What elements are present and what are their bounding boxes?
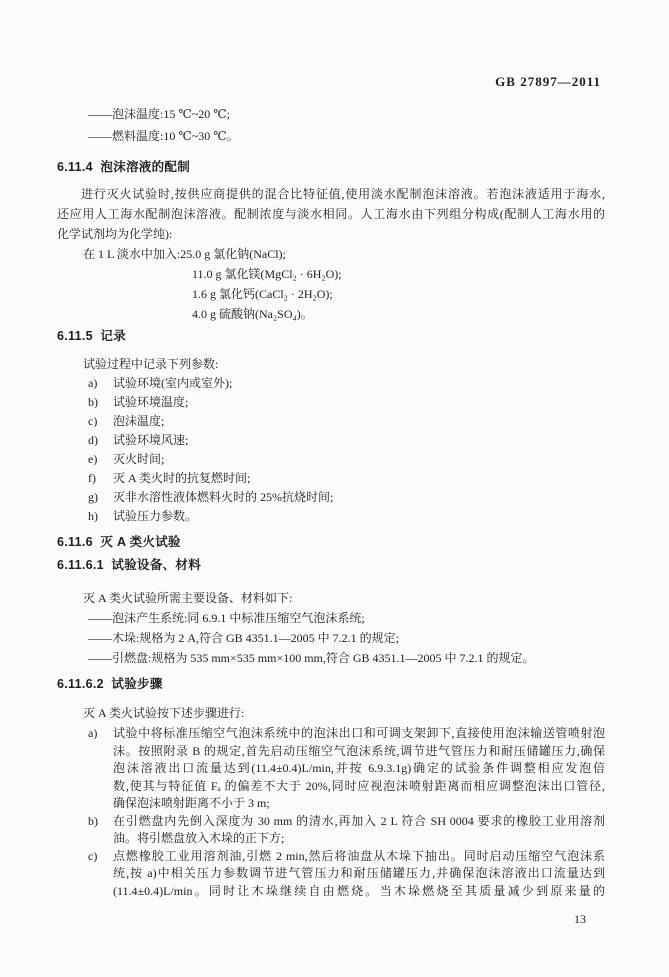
paragraph-line: 化学试剂均为化学纯):	[57, 227, 173, 241]
list-item-text: 泡沫温度;	[113, 414, 165, 428]
section-heading-6-11-6-1: 6.11.6.1 试验设备、材料	[57, 558, 202, 572]
list-item-text: 试验压力参数。	[113, 509, 198, 523]
record-parameter-list	[57, 374, 605, 526]
seawater-composition-list	[57, 244, 605, 324]
list-item-text: 灭 A 类火时的抗复燃时间;	[113, 471, 251, 485]
list-item-marker: b)	[88, 395, 98, 409]
list-item-marker: c)	[88, 414, 98, 428]
step-line: 统,按 a)中相关压力参数调节进气管压力和耐压储罐压力,并确保泡沫溶液出口流量达到	[113, 866, 605, 880]
list-item	[88, 488, 605, 507]
list-item-marker: a)	[88, 376, 98, 390]
dash-item-ignition-tray: ——引燃盘:规格为 535 mm×535 mm×100 mm,符合 GB 4351.1—2005 中 7.2.1 的规定。	[88, 651, 535, 665]
equipment-list-intro: 灭 A 类火试验所需主要设备、材料如下:	[83, 591, 293, 605]
list-item	[88, 450, 605, 469]
step-line: 油。将引燃盘放入木垛的正下方;	[113, 831, 285, 845]
page-number: 13	[574, 912, 586, 926]
composition-lead-line: 在 1 L 淡水中加入:25.0 g 氯化钠(NaCl);	[83, 247, 286, 261]
composition-item-magnesium-chloride: 11.0 g 氯化镁(MgCl₂ · 6H₂O);	[192, 267, 342, 281]
dash-item-foam-generation-system: ——泡沫产生系统:同 6.9.1 中标准压缩空气泡沫系统;	[88, 611, 365, 625]
list-item-text: 试验环境风速;	[113, 433, 189, 447]
list-item-marker: e)	[88, 452, 98, 466]
list-item-marker: f)	[88, 471, 96, 485]
step-line: 点燃橡胶工业用溶剂油,引燃 2 min,然后将油盘从木垛下抽出。同时启动压缩空气泡沫系	[113, 848, 605, 863]
step-item-c	[88, 848, 605, 901]
standard-number-header: GB 27897—2011	[495, 74, 601, 89]
list-item-marker: h)	[88, 509, 98, 523]
list-item-marker: b)	[88, 813, 98, 828]
step-item-a	[88, 725, 605, 813]
test-steps-list	[57, 725, 605, 900]
step-text-block	[113, 725, 605, 813]
list-item-marker: d)	[88, 433, 98, 447]
step-line: 试验中将标准压缩空气泡沫系统中的泡沫出口和可调支架卸下,直接使用泡沫输送管喷射泡	[113, 726, 605, 740]
list-item	[88, 469, 605, 488]
list-item-marker: a)	[88, 726, 98, 740]
list-item-text: 灭火时间;	[113, 452, 165, 466]
list-item	[88, 507, 605, 526]
equipment-dash-list	[57, 608, 605, 668]
section-heading-6-11-4: 6.11.4 泡沫溶液的配制	[57, 160, 191, 174]
temperature-dash-list	[57, 103, 605, 147]
list-item-marker: c)	[88, 848, 98, 863]
section-heading-6-11-6-2: 6.11.6.2 试验步骤	[57, 677, 163, 691]
section-heading-6-11-6: 6.11.6 灭 A 类火试验	[57, 535, 181, 549]
list-item	[88, 412, 605, 431]
composition-item-sodium-sulfate: 4.0 g 硫酸钠(Na₂SO₄)。	[192, 307, 313, 321]
list-item-text: 试验环境(室内或室外);	[113, 376, 233, 390]
record-list-intro: 试验过程中记录下列参数:	[83, 357, 219, 371]
composition-item-calcium-chloride: 1.6 g 氯化钙(CaCl₂ · 2H₂O);	[192, 287, 333, 301]
dash-item-fuel-temperature: ——燃料温度:10 ℃~30 ℃。	[88, 129, 239, 143]
list-item	[88, 431, 605, 450]
paragraph-foam-solution-preparation	[57, 184, 605, 244]
list-item	[88, 374, 605, 393]
step-text-block	[113, 813, 605, 848]
section-heading-6-11-5: 6.11.5 记录	[57, 329, 127, 343]
list-item	[88, 393, 605, 412]
step-item-b	[88, 813, 605, 848]
paragraph-line: 还应用人工海水配制泡沫溶液。配制浓度与淡水相同。人工海水由下列组分构成(配制人工海水用的	[57, 207, 605, 221]
step-line: 在引燃盘内先倒入深度为 30 mm 的清水,再加入 2 L 符合 SH 0004 要求的橡胶工业用溶剂	[113, 813, 605, 828]
step-line: (11.4±0.4)L/min。同时让木垛继续自由燃烧。当木垛燃烧至其质量减少到原来量的	[113, 883, 605, 898]
step-line: 确保泡沫喷射距离不小于 3 m;	[113, 796, 270, 810]
list-item-text: 试验环境温度;	[113, 395, 189, 409]
steps-intro: 灭 A 类火试验按下述步骤进行:	[83, 706, 245, 720]
step-text-block	[113, 848, 605, 901]
step-line: 泡沫溶液出口流量达到(11.4±0.4)L/min,并按 6.9.3.1g)确定的试验条件调整相应发泡倍	[113, 761, 605, 775]
list-item-text: 灭非水溶性液体燃料火时的 25%抗烧时间;	[113, 490, 334, 504]
paragraph-line: 进行灭火试验时,按供应商提供的混合比特征值,使用淡水配制泡沫溶液。若泡沫液适用于海水,	[81, 187, 605, 201]
dash-item-wood-crib: ——木垛:规格为 2 A,符合 GB 4351.1—2005 中 7.2.1 的规定;	[88, 631, 400, 645]
step-line: 沫。按照附录 B 的规定,首先启动压缩空气泡沫系统,调节进气管压力和耐压储罐压力,确保	[113, 743, 605, 758]
step-line: 数,使其与特征值 Fₐ 的偏差不大于 20%,同时应视泡沫喷射距离而相应调整泡沫出口管径,	[113, 778, 605, 793]
dash-item-foam-temperature: ——泡沫温度:15 ℃~20 ℃;	[88, 107, 231, 121]
list-item-marker: g)	[88, 490, 98, 504]
